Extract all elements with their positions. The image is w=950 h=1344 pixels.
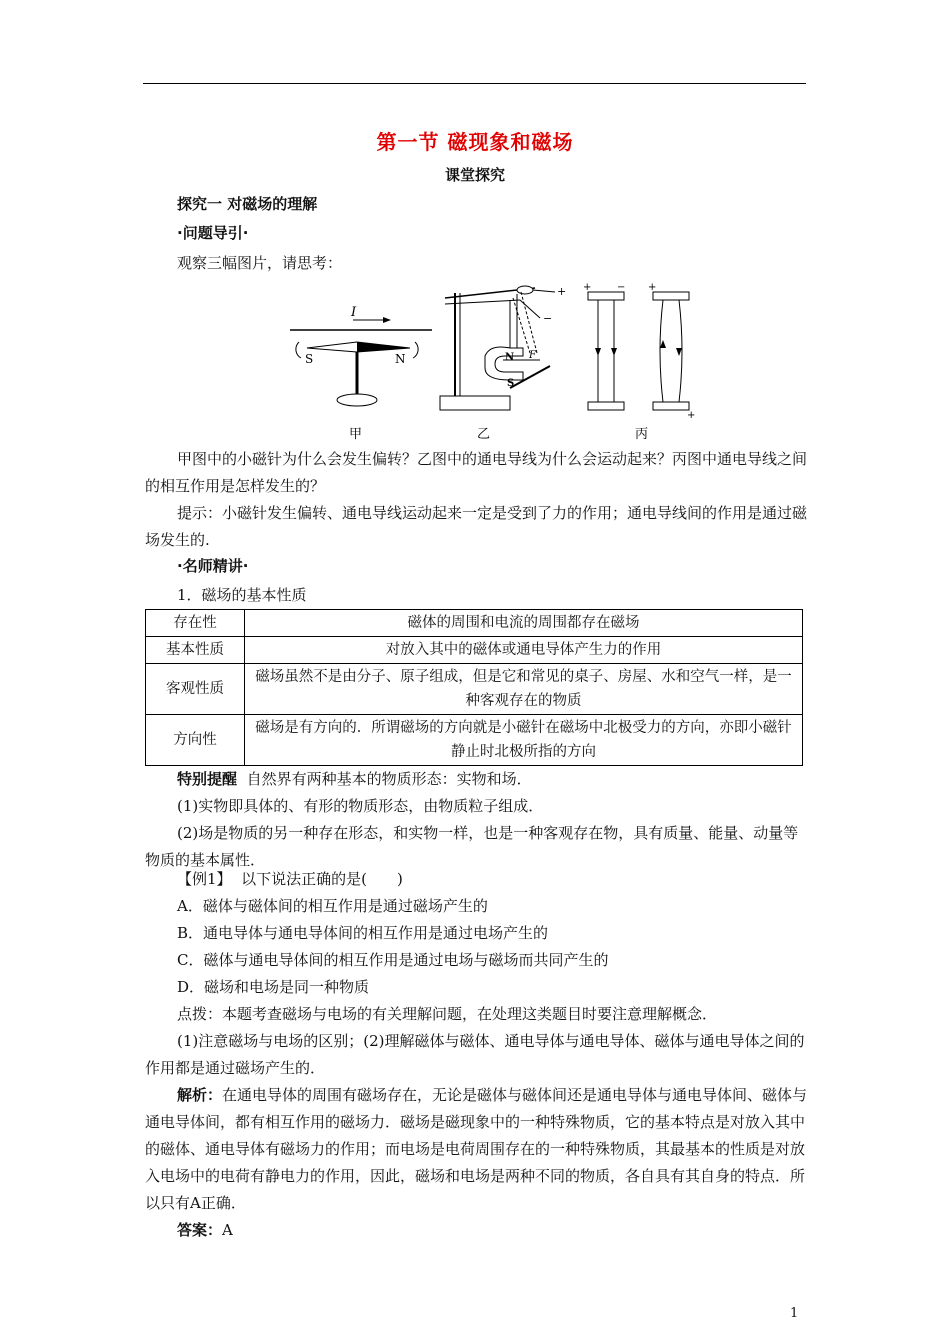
page-title: 第一节 磁现象和磁场 <box>376 130 574 154</box>
pole-n-yi: N <box>505 352 515 363</box>
pole-n-jia: N <box>395 352 406 366</box>
hint-answer-text: 提示：小磁针发生偏转、通电导线运动起来一定是受到了力的作用；通电导线间的作用是通过磁场发生的. <box>145 504 808 549</box>
question-block <box>145 446 808 554</box>
section-subtitle: 课堂探究 <box>444 166 505 184</box>
force-label: F <box>529 350 536 361</box>
answer-value: A <box>222 1221 233 1239</box>
plus-yi: + <box>557 285 567 298</box>
label-jia: 甲 <box>349 427 363 442</box>
properties-table <box>145 609 803 766</box>
pole-s-yi: S <box>507 378 515 389</box>
plus-bing-2: + <box>648 282 657 293</box>
figure-jia <box>290 305 432 442</box>
table-row <box>146 637 803 664</box>
question-text: 甲图中的小磁针为什么会发生偏转？乙图中的通电导线为什么会运动起来？丙图中通电导线之间的相互作用是怎样发生的？ <box>145 450 808 495</box>
option-c: C．磁体与通电导体间的相互作用是通过电场与磁场而共同产生的 <box>177 951 609 969</box>
reminder-block <box>145 766 808 874</box>
plus-bing-1: + <box>583 282 592 293</box>
page-number: 1 <box>790 1306 799 1321</box>
option-d: D．磁场和电场是同一种物质 <box>177 978 370 996</box>
hint-detail: (1)注意磁场与电场的区别；(2)理解磁体与磁体、通电导体与通电导体、磁体与通电导体之间的作用都是通过磁场产生的． <box>145 1032 805 1077</box>
label-yi: 乙 <box>477 427 491 442</box>
figure-yi <box>440 285 566 442</box>
guide-heading: ·问题导引· <box>177 224 249 242</box>
label-bing: 丙 <box>635 427 649 442</box>
plus-bing-3: + <box>687 410 696 421</box>
minus-bing-1: − <box>617 282 626 293</box>
section-heading: 探究一 对磁场的理解 <box>177 195 318 213</box>
table-cell-value: 对放入其中的磁体或通电导体产生力的作用 <box>245 637 803 664</box>
example-label: 【例1】 <box>177 870 232 888</box>
reminder-1: (1)实物即具体的、有形的物质形态，由物质粒子组成． <box>177 797 544 815</box>
current-label: I <box>351 305 357 320</box>
reminder-2: (2)场是物质的另一种存在形态，和实物一样，也是一种客观存在物，具有质量、能量、动量等物质的基本属性． <box>145 824 799 869</box>
hint-text: 点拨：本题考查磁场与电场的有关理解问题，在处理这类题目时要注意理解概念． <box>177 1005 718 1023</box>
table-cell-key: 方向性 <box>146 715 245 766</box>
option-b: B．通电导体与通电导体间的相互作用是通过电场产生的 <box>177 924 549 942</box>
item-1: 1．磁场的基本性质 <box>177 586 307 604</box>
table-row <box>146 664 803 715</box>
figure-bing <box>583 282 695 442</box>
observe-text: 观察三幅图片，请思考： <box>177 254 343 272</box>
physics-figure <box>285 278 705 443</box>
table-cell-key: 客观性质 <box>146 664 245 715</box>
option-a: A．磁体与磁体间的相互作用是通过磁场产生的 <box>177 897 488 915</box>
reminder-text: 自然界有两种基本的物质形态：实物和场． <box>246 770 532 788</box>
example-question: 以下说法正确的是( ) <box>241 870 403 888</box>
header-rule <box>143 83 806 84</box>
table-cell-key: 存在性 <box>146 610 245 637</box>
lecture-heading: ·名师精讲· <box>177 557 249 575</box>
table-cell-value: 磁体的周围和电流的周围都存在磁场 <box>245 610 803 637</box>
analysis-label: 解析： <box>177 1086 223 1104</box>
analysis-text: 在通电导体的周围有磁场存在，无论是磁体与磁体间还是通电导体与通电导体间、磁体与通电导体间，都有相互作用的磁场力．磁场是磁现象中的一种特殊物质，它的基本特点是对放入其中的磁体、通电导体有磁场力的作用；而电场是电荷周围存在的一种特殊物质，其最基本的性质是对放入电场中的电荷有静电力的作用，因此，磁场和电场是两种不同的物质，各自具有其自身的特点．所以只有A正确． <box>145 1086 808 1212</box>
table-row <box>146 610 803 637</box>
reminder-label: 特别提醒 <box>177 770 238 788</box>
minus-yi: − <box>543 312 553 325</box>
table-cell-value: 磁场是有方向的．所谓磁场的方向就是小磁针在磁场中北极受力的方向，亦即小磁针静止时北极所指的方向 <box>245 715 803 766</box>
table-cell-value: 磁场虽然不是由分子、原子组成，但是它和常见的桌子、房屋、水和空气一样，是一种客观存在的物质 <box>245 664 803 715</box>
pole-s-jia: S <box>305 352 314 366</box>
example-block <box>145 866 808 1244</box>
table-cell-key: 基本性质 <box>146 637 245 664</box>
answer-label: 答案： <box>177 1221 223 1239</box>
table-row <box>146 715 803 766</box>
